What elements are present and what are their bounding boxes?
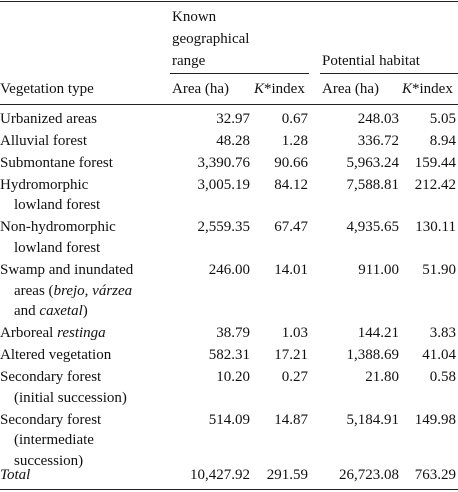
known-area-cell: 514.09: [208, 411, 250, 428]
vegetation-type-label: lowland forest: [14, 240, 101, 256]
potential-k-index-cell: 130.11: [415, 219, 456, 236]
vegetation-type-label: Alluvial forest: [0, 132, 88, 149]
known-k-index-heading: K*index: [254, 81, 305, 97]
potential-area-cell: 21.80: [365, 369, 399, 385]
header-bottom-rule: [0, 104, 458, 105]
known-k-index-cell: 0.27: [281, 369, 308, 385]
known-range-heading-line-2: geographical: [172, 31, 250, 47]
known-area-cell: 2,559.35: [197, 219, 250, 236]
potential-area-cell: 5,963.24: [346, 154, 399, 171]
potential-area-heading: Area (ha): [322, 81, 380, 97]
vegetation-type-label: Altered vegetation: [0, 347, 112, 364]
known-k-index-cell: 1.03: [281, 325, 308, 342]
vegetation-type-label: Hydromorphic: [0, 176, 89, 193]
potential-k-index-cell: 3.83: [429, 325, 456, 342]
table-top-rule: [0, 1, 458, 2]
potential-area-cell: 1,388.69: [346, 347, 399, 364]
known-range-heading-line-3: range: [172, 53, 206, 69]
known-area-heading: Area (ha): [172, 81, 230, 97]
known-range-heading-line-1: Known: [172, 9, 217, 25]
vegetation-type-label: Secondary forest: [0, 411, 102, 428]
total-potential-k-index: 763.29: [414, 467, 456, 483]
potential-area-cell: 911.00: [358, 261, 399, 278]
potential-k-index-heading: K*index: [402, 81, 453, 97]
potential-area-cell: 144.21: [357, 325, 399, 342]
vegetation-type-label: Secondary forest: [0, 369, 102, 385]
potential-k-index-cell: 159.44: [414, 154, 456, 171]
known-area-cell: 38.79: [216, 325, 250, 342]
known-area-cell: 582.31: [208, 347, 250, 364]
known-k-index-cell: 14.87: [274, 411, 308, 428]
known-range-group-rule: [170, 73, 309, 74]
known-area-cell: 3,005.19: [197, 176, 250, 193]
potential-k-index-cell: 212.42: [414, 176, 456, 193]
potential-k-index-cell: 41.04: [422, 347, 456, 364]
known-area-cell: 32.97: [216, 111, 250, 127]
vegetation-type-label: (intermediate: [14, 432, 94, 449]
potential-habitat-heading: Potential habitat: [322, 53, 420, 69]
potential-k-index-cell: 51.90: [422, 261, 456, 278]
vegetation-type-label: Swamp and inundated: [0, 261, 134, 278]
total-label: Total: [0, 467, 31, 483]
known-k-index-cell: 14.01: [274, 261, 308, 278]
potential-area-cell: 5,184.91: [346, 411, 399, 428]
vegetation-type-heading: Vegetation type: [0, 81, 94, 97]
known-area-cell: 10.20: [216, 369, 250, 385]
potential-k-index-cell: 5.05: [429, 111, 456, 127]
vegetation-type-label: Arboreal restinga: [0, 325, 106, 342]
vegetation-type-label: areas (brejo, várzea: [14, 282, 133, 299]
known-area-cell: 246.00: [208, 261, 250, 278]
known-area-cell: 48.28: [216, 132, 250, 149]
known-k-index-cell: 17.21: [274, 347, 308, 364]
total-known-k-index: 291.59: [266, 467, 308, 483]
total-potential-area: 26,723.08: [339, 467, 399, 483]
known-k-index-cell: 67.47: [274, 219, 308, 236]
vegetation-type-label: (initial succession): [14, 389, 127, 406]
vegetation-type-label: succession): [14, 453, 84, 469]
potential-habitat-group-rule: [320, 73, 458, 74]
potential-k-index-cell: 8.94: [429, 132, 456, 149]
potential-k-index-cell: 149.98: [414, 411, 456, 428]
potential-area-cell: 248.03: [357, 111, 399, 127]
potential-k-index-cell: 0.58: [429, 369, 456, 385]
vegetation-type-label: and caxetal): [14, 303, 88, 320]
vegetation-type-label: Urbanized areas: [0, 111, 98, 127]
potential-area-cell: 7,588.81: [346, 176, 399, 193]
known-k-index-cell: 1.28: [281, 132, 308, 149]
vegetation-type-label: Non-hydromorphic: [0, 219, 116, 236]
potential-area-cell: 336.72: [357, 132, 399, 149]
total-known-area: 10,427.92: [190, 467, 250, 483]
potential-area-cell: 4,935.65: [346, 219, 399, 236]
known-k-index-cell: 84.12: [274, 176, 308, 193]
known-area-cell: 3,390.76: [197, 154, 250, 171]
known-k-index-cell: 0.67: [281, 111, 308, 127]
known-k-index-cell: 90.66: [274, 154, 308, 171]
table-bottom-rule: [0, 489, 458, 490]
vegetation-type-label: Submontane forest: [0, 154, 113, 171]
vegetation-type-label: lowland forest: [14, 197, 101, 214]
